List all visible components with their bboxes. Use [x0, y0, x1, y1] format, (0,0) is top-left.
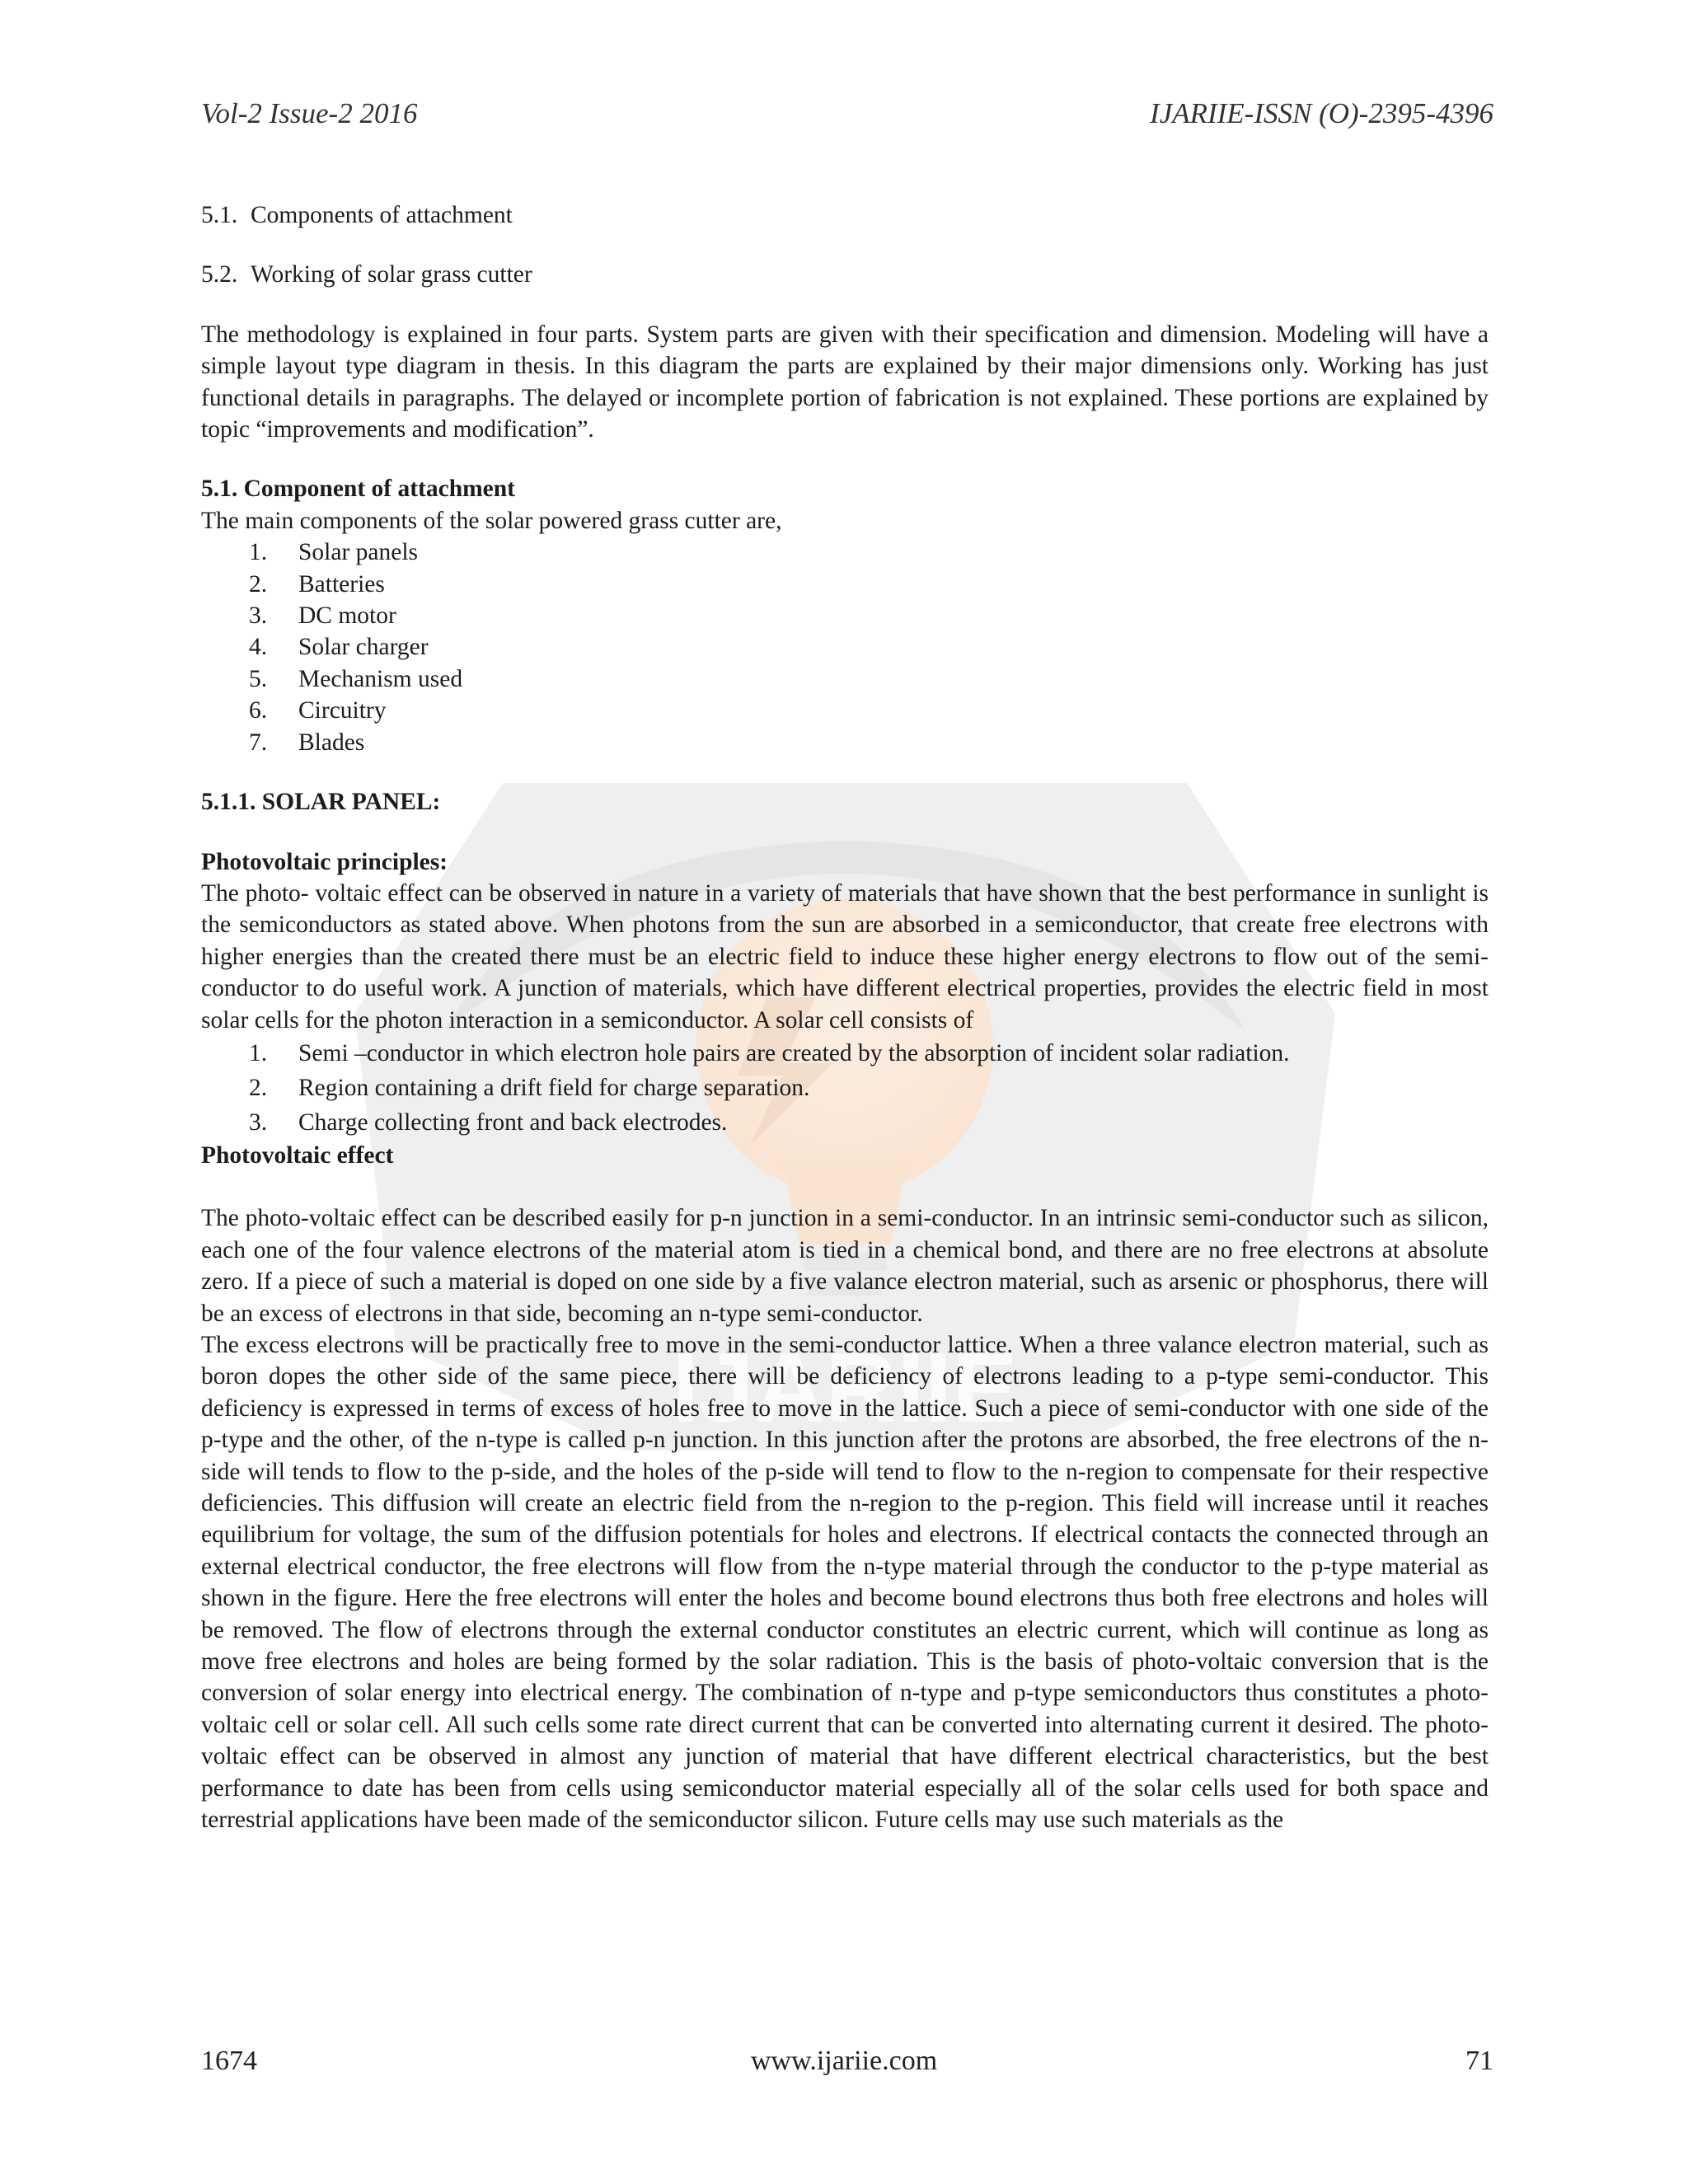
list-item: 7. Blades	[249, 729, 365, 756]
list-item: 1. Semi –conductor in which electron hole pairs are created by the absorption of incident solar radiation.	[249, 1039, 1290, 1066]
header-volume-issue: Vol-2 Issue-2 2016	[201, 97, 418, 129]
subheading-pv-effect: Photovoltaic effect	[201, 1141, 394, 1169]
list-item: 1. Solar panels	[249, 539, 419, 566]
intro-paragraph: The methodology is explained in four parts. System parts are given with their specification and dimension. Modeling will have a simple layout type diagram in thesis. In this diagram the parts are explained by their major dimensions only. Working has just functional details in paragraphs. The delayed or incomplete portion of fabrication is not explained. These portions are explained by topic “improvements and modification”.	[201, 321, 1489, 443]
footer-page-number: 71	[1465, 2046, 1493, 2076]
pv-effect-paragraph-2: The excess electrons will be practically free to move in the semi-conductor lattice. When a three valance electron material, such as boron dopes the other side of the same piece, there will be deficiency of electrons leading to a p-type semi-conductor. This deficiency is expressed in terms of excess of holes free to move in the lattice. Such a piece of semi-conductor with one side of the p-type and the other, of the n-type is called p-n junction. In this junction after the protons are absorbed, the free electrons of the n-side will tends to flow to the p-side, and the holes of the p-side will tend to flow to the n-region to compensate for their respective deficiencies. This diffusion will create an electric field from the n-region to the p-region. This field will increase until it reaches equilibrium for voltage, the sum of the diffusion potentials for holes and electrons. If electrical contacts the connected through an external electrical conductor, the free electrons will flow from the n-type material through the conductor to the p-type material as shown in the figure. Here the free electrons will enter the holes and become bound electrons thus both free electrons and holes will be removed. The flow of electrons through the external conductor constitutes an electric current, which will continue as long as move free electrons and holes are being formed by the solar radiation. This is the basis of photo-voltaic conversion that is the conversion of solar energy into electrical energy. The combination of n-type and p-type semiconductors thus constitutes a photo-voltaic cell or solar cell. All such cells some rate direct current that can be converted into alternating current it desired. The photo-voltaic effect can be observed in almost any junction of material that have different electrical characteristics, but the best performance to date has been from cells using semiconductor material especially all of the solar cells used for both space and terrestrial applications have been made of the semiconductor silicon. Future cells may use such materials as the	[201, 1331, 1489, 1834]
toc-number: 5.1.	[201, 202, 238, 228]
pv-principles-paragraph: The photo- voltaic effect can be observed in nature in a variety of materials that have shown that the best performance in sunlight is the semiconductors as stated above. When photons from the sun are absorbed in a semiconductor, that create free electrons with higher energies than the created there must be an electric field to induce these higher energy electrons to flow out of the semi-conductor to do useful work. A junction of materials, which have different electrical properties, provides the electric field in most solar cells for the photon interaction in a semiconductor. A solar cell consists of	[201, 879, 1489, 1033]
toc-text: Components of attachment	[251, 202, 513, 228]
components-lead-text: The main components of the solar powered grass cutter are,	[201, 507, 782, 534]
list-item: 4. Solar charger	[249, 634, 429, 661]
list-item: 3. DC motor	[249, 602, 396, 630]
list-item: 2. Batteries	[249, 570, 385, 598]
toc-text: Working of solar grass cutter	[251, 261, 532, 288]
footer-website: www.ijariie.com	[750, 2046, 938, 2076]
footer-paper-id: 1674	[201, 2046, 257, 2076]
toc-line	[201, 199, 1489, 231]
subheading-pv-principles: Photovoltaic principles:	[201, 848, 448, 875]
toc-line	[201, 259, 1489, 290]
watermark-text: IJARIIE	[671, 1333, 1019, 1443]
list-item: 6. Circuitry	[249, 697, 387, 724]
spacer	[201, 1171, 1489, 1202]
section-heading-solar-panel: 5.1.1. SOLAR PANEL:	[201, 789, 441, 816]
header-issn: IJARIIE-ISSN (O)-2395-4396	[1150, 97, 1493, 129]
list-item: 3. Charge collecting front and back electrodes.	[249, 1108, 728, 1136]
toc-number: 5.2.	[201, 261, 238, 288]
page-content	[201, 199, 1489, 1835]
list-item: 5. Mechanism used	[249, 665, 463, 692]
section-heading-components: 5.1. Component of attachment	[201, 476, 516, 503]
components-list	[201, 537, 1489, 758]
pv-effect-paragraph-1: The photo-voltaic effect can be described easily for p-n junction in a semi-conductor. In an intrinsic semi-conductor such as silicon, each one of the four valence electrons of the material atom is tied in a chemical bond, and there are no free electrons at absolute zero. If a piece of such a material is doped on one side by a five valance electron material, such as arsenic or phosphorus, there will be an excess of electrons in that side, becoming an n-type semi-conductor.	[201, 1205, 1489, 1327]
list-item: 2. Region containing a drift field for charge separation.	[249, 1074, 810, 1101]
solar-cell-parts-list	[201, 1036, 1489, 1140]
